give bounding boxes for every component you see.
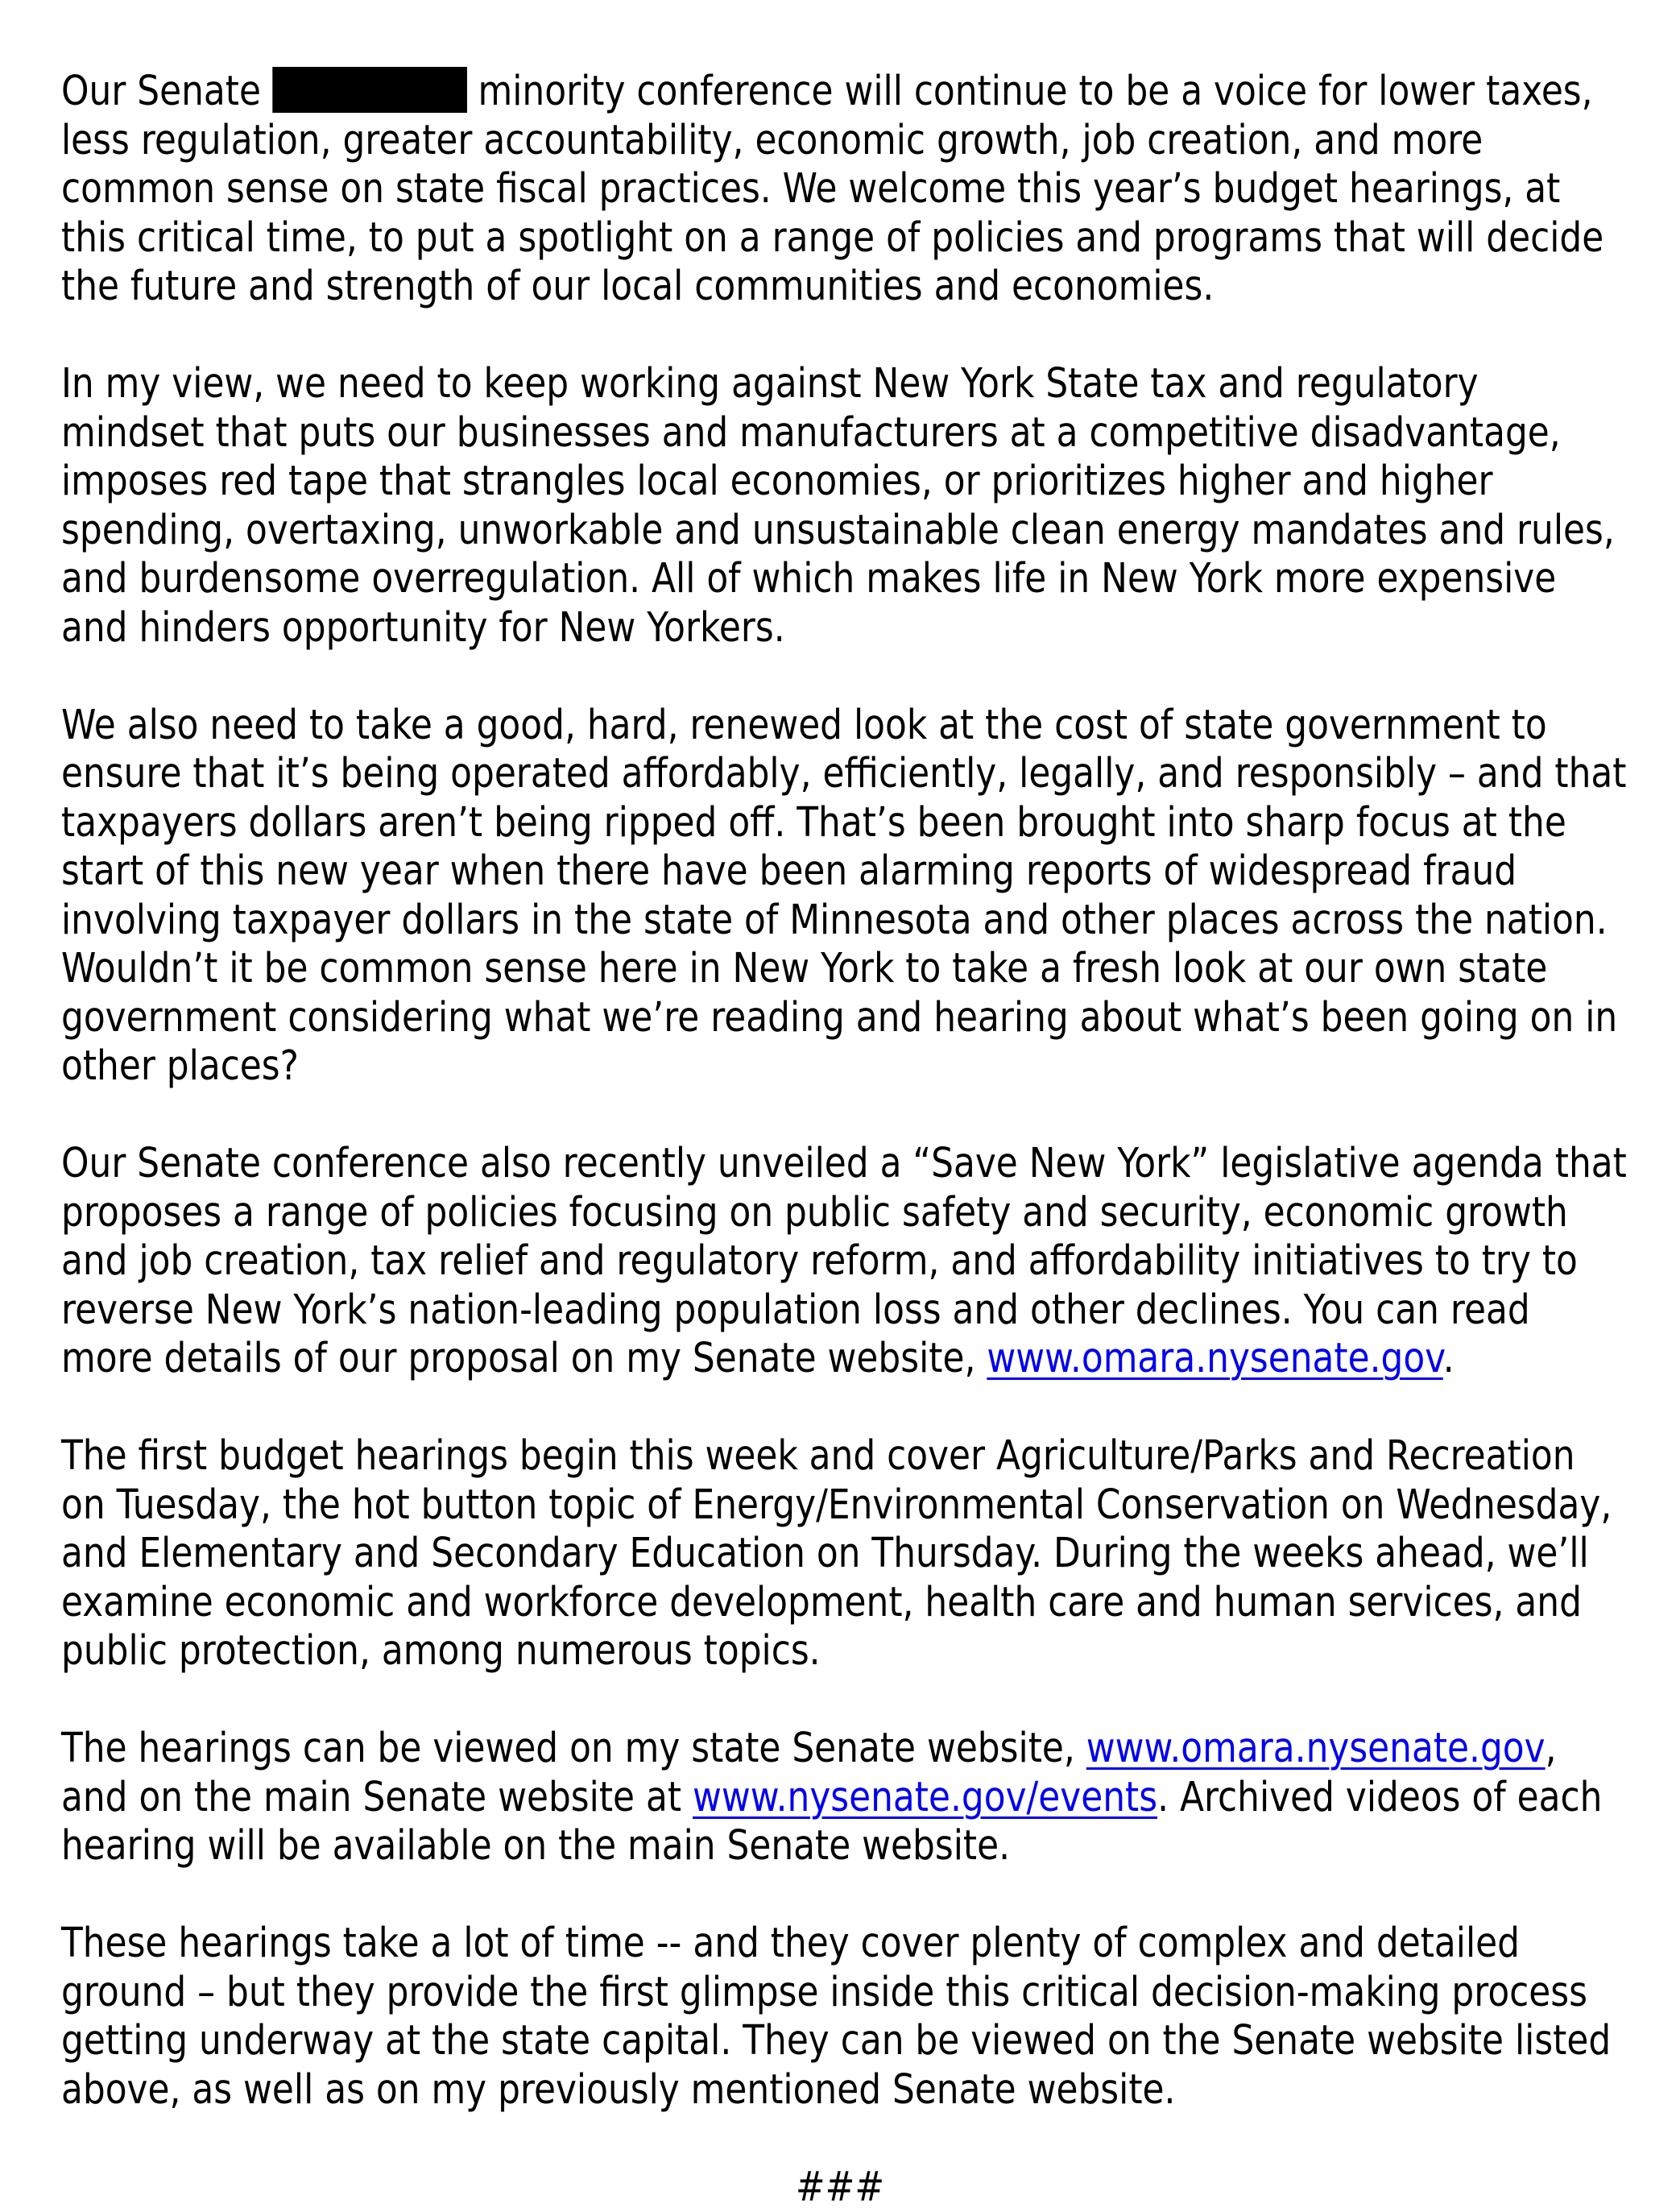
text-run: ensure that it’s being operated affordably, efficiently, legally, and responsibly – and that (61, 750, 1626, 797)
text-run: ### (796, 2164, 884, 2211)
redaction-box (272, 67, 467, 113)
text-run: We also need to take a good, hard, renewed look at the cost of state government to (61, 702, 1547, 749)
text-line (61, 1189, 1454, 1238)
text-line (61, 604, 1454, 653)
text-run: mindset that puts our businesses and manufacturers at a competitive disadvantage, (61, 409, 1561, 457)
text-run: Wouldn’t it be common sense here in New York to take a fresh look at our own state (61, 945, 1547, 992)
text-run: start of this new year when there have been alarming reports of widespread fraud (61, 847, 1517, 895)
text-line (61, 1822, 1454, 1871)
text-line (61, 847, 1454, 897)
text-run: proposes a range of policies focusing on public safety and security, economic growth (61, 1189, 1568, 1236)
text-run: common sense on state fiscal practices. We welcome this year’s budget hearings, at (61, 165, 1560, 213)
paragraph-intro (61, 68, 1680, 312)
document-body (61, 68, 1680, 2212)
text-line (61, 1627, 1454, 1676)
text-run: and Elementary and Secondary Education on Thursday. During the weeks ahead, we’ll (61, 1530, 1589, 1577)
text-run: imposes red tape that strangles local economies, or prioritizes higher and higher (61, 458, 1493, 505)
text-run: above, as well as on my previously mentioned Senate website. (61, 2066, 1175, 2114)
text-run: more details of our proposal on my Senate website, (61, 1335, 987, 1382)
text-line (61, 945, 1454, 994)
text-run: the future and strength of our local communities and economies. (61, 263, 1214, 310)
text-run: hearing will be available on the main Senate website. (61, 1822, 1010, 1870)
text-run: this critical time, to put a spotlight on a range of policies and programs that will decide (61, 214, 1603, 262)
text-line (61, 1432, 1454, 1481)
text-line (61, 1920, 1454, 1969)
text-line (61, 1530, 1454, 1579)
text-run: less regulation, greater accountability, economic growth, job creation, and more (61, 117, 1483, 164)
hyperlink[interactable]: www.nysenate.gov/events (693, 1774, 1157, 1821)
text-line (61, 799, 1454, 848)
text-line (61, 214, 1454, 263)
text-line (61, 507, 1454, 556)
text-run: . Archived videos of each (1157, 1774, 1602, 1821)
text-run: In my view, we need to keep working against New York State tax and regulatory (61, 360, 1479, 408)
text-line (61, 555, 1454, 604)
text-run: Our Senate (61, 68, 272, 115)
text-run: other places? (61, 1042, 299, 1090)
text-run: and job creation, tax relief and regulatory reform, and affordability initiatives to try to (61, 1237, 1578, 1285)
paragraph-closing (61, 1920, 1680, 2115)
text-line (61, 2066, 1454, 2115)
text-line (61, 263, 1454, 312)
text-run: and burdensome overregulation. All of which makes life in New York more expensive (61, 555, 1556, 603)
hyperlink[interactable]: www.omara.nysenate.gov (1086, 1725, 1546, 1772)
text-run: getting underway at the state capital. They can be viewed on the Senate website listed (61, 2017, 1611, 2065)
text-line (61, 68, 1454, 117)
text-run: The first budget hearings begin this week and cover Agriculture/Parks and Recreation (61, 1432, 1575, 1480)
text-line (61, 1481, 1454, 1531)
text-line (61, 994, 1454, 1043)
text-run: minority conference will continue to be a voice for lower taxes, (467, 68, 1593, 115)
paragraph-save-new-york (61, 1140, 1680, 1384)
text-run: spending, overtaxing, unworkable and unsustainable clean energy mandates and rules, (61, 507, 1615, 554)
text-run: examine economic and workforce development, health care and human services, and (61, 1579, 1582, 1626)
text-run: Our Senate conference also recently unveiled a “Save New York” legislative agenda that (61, 1140, 1627, 1187)
text-line (61, 117, 1454, 166)
paragraph-first-hearings (61, 1432, 1680, 1676)
text-line (61, 1237, 1454, 1286)
end-mark (0, 2164, 1680, 2212)
text-run: ground – but they provide the first glimpse inside this critical decision-making process (61, 1969, 1587, 2016)
text-line (61, 1286, 1454, 1336)
text-line (61, 750, 1454, 799)
text-run: These hearings take a lot of time -- and they cover plenty of complex and detailed (61, 1920, 1520, 1967)
text-run: and hinders opportunity for New Yorkers. (61, 604, 785, 652)
text-line (118, 2164, 1562, 2212)
text-run: government considering what we’re reading and hearing about what’s been going on in (61, 994, 1617, 1042)
text-line (61, 165, 1454, 214)
text-line (61, 1335, 1454, 1384)
text-run: on Tuesday, the hot button topic of Energy/Environmental Conservation on Wednesday, (61, 1481, 1612, 1529)
text-run: . (1443, 1335, 1454, 1382)
text-line (61, 897, 1454, 946)
text-run: public protection, among numerous topics. (61, 1627, 821, 1675)
text-line (61, 1969, 1454, 2018)
text-line (61, 360, 1454, 409)
paragraph-tax-regulatory (61, 360, 1680, 652)
text-run: taxpayers dollars aren’t being ripped off. That’s been brought into sharp focus at the (61, 799, 1566, 847)
text-line (61, 1725, 1454, 1774)
text-line (61, 1042, 1454, 1092)
paragraph-cost-of-government (61, 702, 1680, 1092)
text-run: involving taxpayer dollars in the state of Minnesota and other places across the nation. (61, 897, 1608, 944)
text-line (61, 2017, 1454, 2066)
text-line (61, 702, 1454, 751)
text-run: The hearings can be viewed on my state Senate website, (61, 1725, 1086, 1772)
text-line (61, 458, 1454, 507)
text-line (61, 409, 1454, 458)
text-line (61, 1579, 1454, 1628)
text-run: reverse New York’s nation-leading population loss and other declines. You can read (61, 1286, 1530, 1334)
text-line (61, 1140, 1454, 1189)
paragraph-viewing (61, 1725, 1680, 1871)
text-run: and on the main Senate website at (61, 1774, 693, 1821)
text-run: , (1546, 1725, 1557, 1772)
hyperlink[interactable]: www.omara.nysenate.gov (987, 1335, 1442, 1382)
text-line (61, 1774, 1454, 1823)
